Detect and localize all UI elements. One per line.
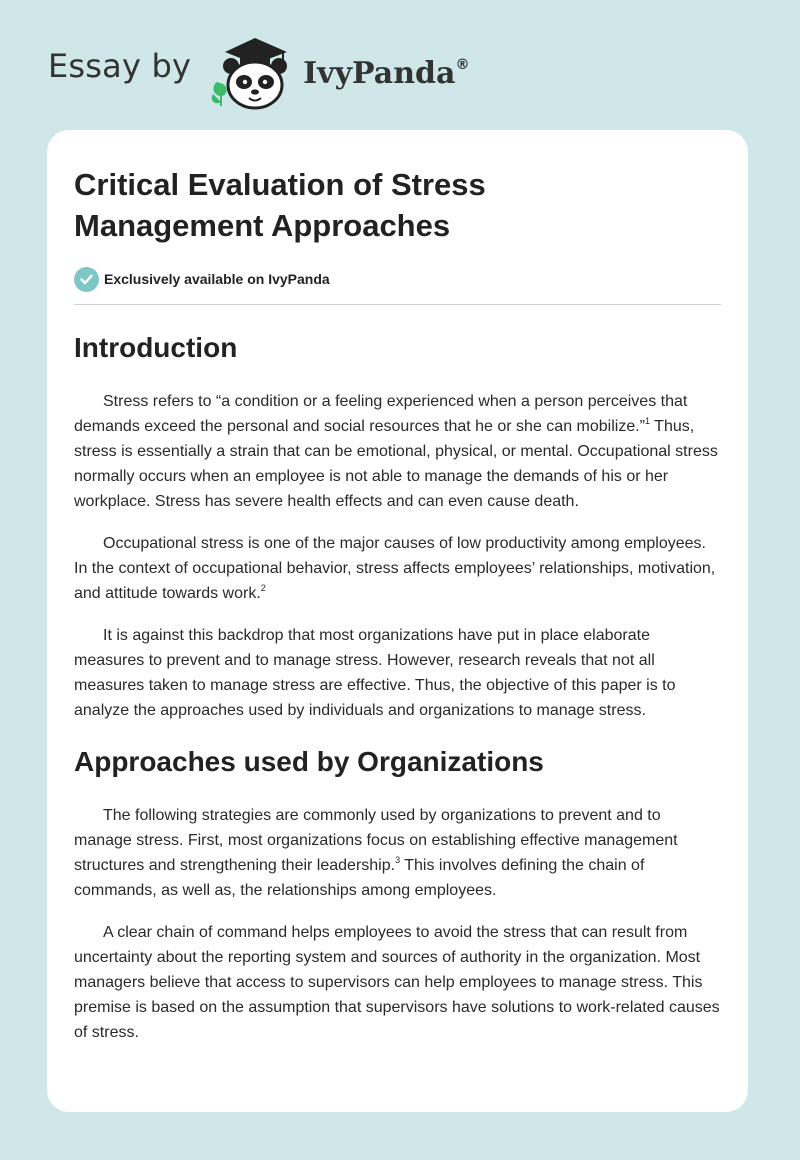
ivypanda-logo-icon[interactable] — [207, 30, 299, 110]
paragraph: A clear chain of command helps employees to avoid the stress that can result from uncertainty about the reporting system and sources of authority in the organization. Most managers believe that access to supervisors can help employees to manage stress. This premise is based on the assumption that supervisors have solutions to work-related causes of stress. — [74, 924, 720, 1041]
registered-mark: ® — [455, 56, 470, 73]
section-approaches — [74, 803, 721, 1045]
section-heading-introduction: Introduction — [74, 332, 238, 363]
site-header — [48, 30, 469, 110]
check-icon — [74, 267, 99, 292]
exclusive-badge — [74, 266, 721, 292]
divider — [74, 304, 721, 305]
exclusive-label: Exclusively available on IvyPanda — [104, 271, 330, 287]
paragraph: Occupational stress is one of the major causes of low productivity among employees. In the context of occupational behavior, stress affects employees’ relationships, motivation, and attitude towards work.$^2$ — [74, 535, 716, 602]
paragraph: Stress refers to “a condition or a feeling experienced when a person perceives that demands exceed the personal and social resources that he or she can mobilize.”$^1$ Thus, stress is essentially a strain that can be emotional, physical, or mental. Occupational stress normally occurs when an employee is not able to manage the demands of his or her workplace. Stress has severe health effects and can even cause death. — [74, 393, 718, 510]
footnote-ref[interactable]: 1 — [645, 416, 651, 426]
section-introduction — [74, 389, 721, 723]
footnote-ref[interactable]: 2 — [260, 583, 266, 593]
page-title: Critical Evaluation of Stress Management Approaches — [74, 167, 486, 243]
paragraph: The following strategies are commonly used by organizations to prevent and to manage stress. First, most organizations focus on establishing effective management structures and strengthening their leadership.$^3$ This involves defining the chain of commands, as well as, the relationships among employees. — [74, 807, 678, 899]
paragraph: It is against this backdrop that most organizations have put in place elaborate measures to prevent and to manage stress. However, research reveals that not all measures taken to manage stress are effective. Thus, the objective of this paper is to analyze the approaches used by individuals and organizations to manage stress. — [74, 627, 676, 719]
ivypanda-brand-name[interactable]: IvyPanda® — [303, 55, 470, 91]
essay-card — [47, 130, 748, 1112]
essay-by-label: Essay by — [48, 47, 192, 85]
footnote-ref[interactable]: 3 — [395, 855, 401, 865]
section-heading-approaches: Approaches used by Organizations — [74, 746, 544, 777]
